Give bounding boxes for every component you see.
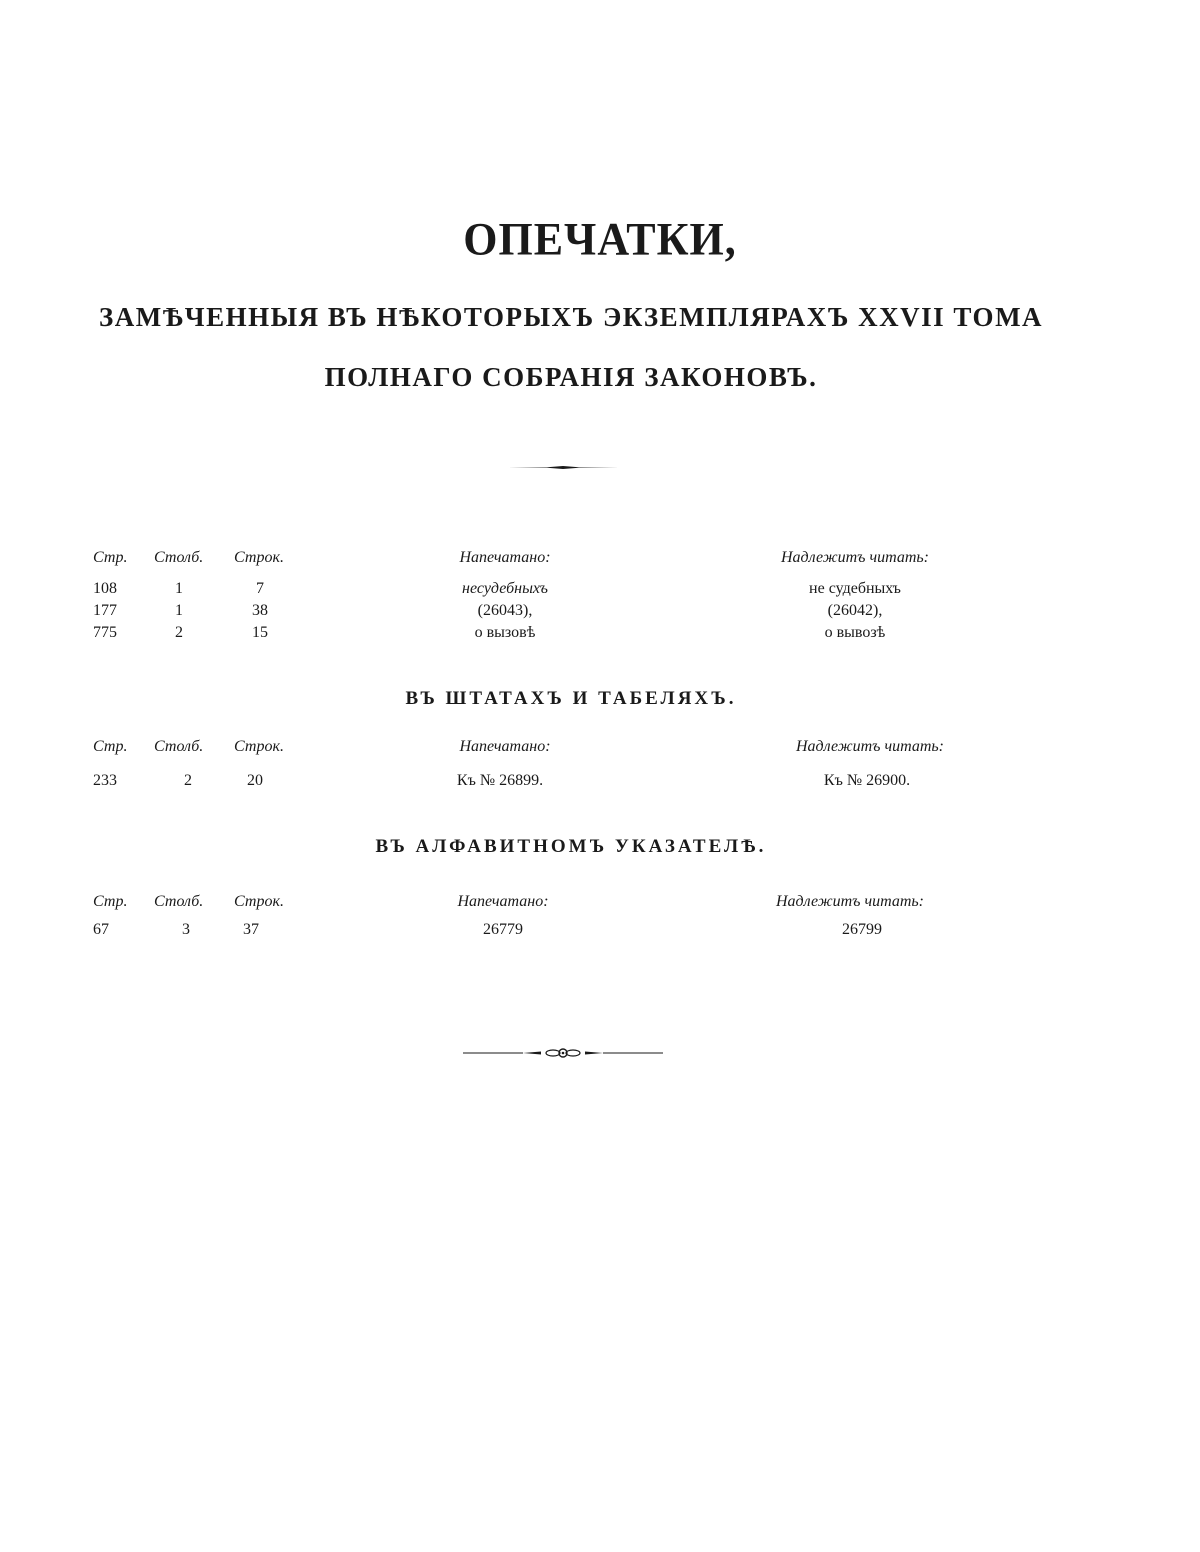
section2-header-printed: Напечатано:: [459, 738, 551, 755]
table-row-printed: Къ № 26899.: [456, 772, 544, 789]
table-row-column: 1: [175, 602, 183, 619]
table-row-line: 37: [243, 921, 259, 938]
table-row-page: 177: [93, 602, 117, 619]
table-row-column: 2: [175, 624, 183, 641]
table-row-should-read: (26042),: [827, 602, 883, 619]
section2-header-column: Столб.: [154, 738, 204, 755]
section-heading-staffs: ВЪ ШТАТАХЪ И ТАБЕЛЯХЪ.: [405, 688, 737, 709]
table-row-printed: несудебныхъ: [462, 580, 548, 597]
table-row-printed: 26779: [483, 921, 523, 938]
section2-header-line: Строк.: [234, 738, 284, 755]
section-heading-alphabetical-index: ВЪ АЛФАВИТНОМЪ УКАЗАТЕЛѢ.: [375, 836, 767, 857]
table-row-line: 20: [247, 772, 263, 789]
section1-header-printed: Напечатано:: [459, 549, 551, 566]
section1-header-page: Стр.: [93, 549, 128, 566]
table-row-line: 15: [252, 624, 268, 641]
section3-header-column: Столб.: [154, 893, 204, 910]
table-row-page: 108: [93, 580, 117, 597]
table-row-page: 233: [93, 772, 117, 789]
table-row-line: 7: [256, 580, 264, 597]
closing-ornament-rule: [463, 1046, 663, 1060]
section2-header-page: Стр.: [93, 738, 128, 755]
table-row-should-read: Къ № 26900.: [823, 772, 911, 789]
section1-header-column: Столб.: [154, 549, 204, 566]
subtitle-line-2: ПОЛНАГО СОБРАНІЯ ЗАКОНОВЪ.: [324, 362, 818, 392]
table-row-column: 3: [182, 921, 190, 938]
table-row-line: 38: [252, 602, 268, 619]
section2-header-should-read: Надлежитъ читать:: [795, 738, 944, 755]
subtitle-line-1: ЗАМѢЧЕННЫЯ ВЪ НѢКОТОРЫХЪ ЭКЗЕМПЛЯРАХЪ XXVII ТОМА: [98, 302, 1044, 332]
page-title: ОПЕЧАТКИ,: [463, 213, 737, 266]
table-row-should-read: не судебныхъ: [809, 580, 901, 597]
table-row-printed: (26043),: [477, 602, 533, 619]
table-row-page: 67: [93, 921, 109, 938]
table-row-column: 1: [175, 580, 183, 597]
table-row-should-read: 26799: [842, 921, 882, 938]
section3-header-should-read: Надлежитъ читать:: [775, 893, 924, 910]
section1-header-should-read: Надлежитъ читать:: [780, 549, 929, 566]
table-row-page: 775: [93, 624, 117, 641]
table-row-should-read: о вывозѣ: [824, 624, 886, 641]
section3-header-page: Стр.: [93, 893, 128, 910]
section1-header-line: Строк.: [234, 549, 284, 566]
title-divider-rule: [507, 466, 619, 469]
table-row-printed: о вызовѣ: [474, 624, 536, 641]
section3-header-line: Строк.: [234, 893, 284, 910]
section3-header-printed: Напечатано:: [457, 893, 549, 910]
table-row-column: 2: [184, 772, 192, 789]
